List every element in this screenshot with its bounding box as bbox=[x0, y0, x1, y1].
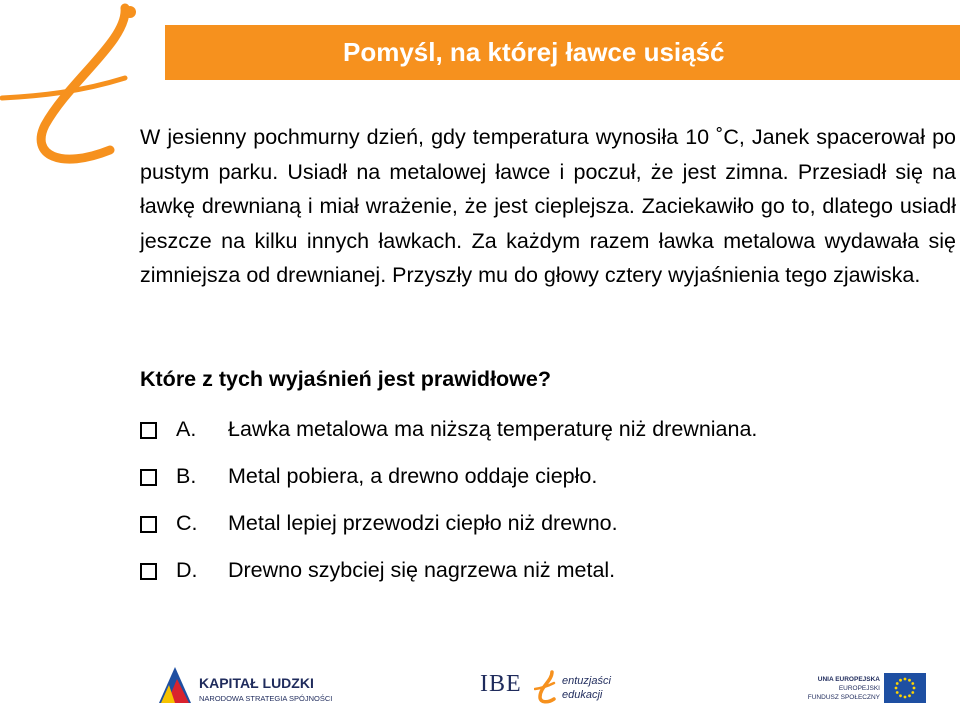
answer-text: Ławka metalowa ma niższą temperaturę niż drewniana. bbox=[228, 417, 758, 441]
answer-option-c[interactable] bbox=[140, 511, 940, 558]
answer-text: Metal pobiera, a drewno oddaje ciepło. bbox=[228, 464, 598, 488]
answer-list bbox=[140, 417, 940, 605]
answer-letter: A. bbox=[176, 417, 197, 441]
checkbox-icon[interactable] bbox=[140, 516, 157, 533]
eu-flag-icon bbox=[884, 673, 926, 703]
question-text: Które z tych wyjaśnień jest prawidłowe? bbox=[140, 367, 551, 391]
answer-letter: C. bbox=[176, 511, 198, 535]
problem-paragraph: W jesienny pochmurny dzień, gdy temperatura wynosiła 10 ˚C, Janek spacerował po pustym parku. Usiadł na metalowej ławce i poczuł, że jest zimna. Przesiadł się na ławkę drewnianą i miał wrażenie, że jest cieplejsza. Zaciekawiło go to, dlatego usiadł jeszcze na kilku innych ławkach. Za każdym razem ławka metalowa wydawała się zimniejsza od drewnianej. Przyszły mu do głowy cztery wyjaśnienia tego zjawiska. bbox=[140, 125, 956, 287]
kapital-ludzki-logo bbox=[155, 663, 333, 713]
ibe-subtitle-2: edukacji bbox=[562, 689, 603, 701]
page-title: Pomyśl, na której ławce usiąść bbox=[165, 25, 960, 80]
kapital-ludzki-logo-icon bbox=[155, 663, 195, 707]
ibe-logo bbox=[480, 667, 630, 713]
answer-option-a[interactable] bbox=[140, 417, 940, 464]
ibe-swirl-small-icon bbox=[534, 669, 558, 705]
answer-text: Drewno szybciej się nagrzewa niż metal. bbox=[228, 558, 616, 582]
footer-logos bbox=[0, 655, 960, 718]
ibe-wordmark: IBE bbox=[480, 671, 522, 697]
eu-line-1: UNIA EUROPEJSKA bbox=[817, 676, 880, 683]
answer-text: Metal lepiej przewodzi ciepło niż drewno. bbox=[228, 511, 618, 535]
ibe-swirl-logo-icon bbox=[0, 0, 150, 170]
kapital-ludzki-title: KAPITAŁ LUDZKI bbox=[199, 675, 314, 691]
answer-option-d[interactable] bbox=[140, 558, 940, 605]
answer-option-b[interactable] bbox=[140, 464, 940, 511]
answer-letter: B. bbox=[176, 464, 197, 488]
checkbox-icon[interactable] bbox=[140, 422, 157, 439]
eu-line-2: EUROPEJSKI bbox=[838, 685, 880, 692]
eu-line-3: FUNDUSZ SPOŁECZNY bbox=[807, 694, 880, 701]
ibe-subtitle-1: entuzjaści bbox=[562, 675, 611, 687]
eu-fund-label bbox=[800, 675, 880, 702]
kapital-ludzki-subtitle: NARODOWA STRATEGIA SPÓJNOŚCI bbox=[199, 694, 333, 703]
checkbox-icon[interactable] bbox=[140, 563, 157, 580]
checkbox-icon[interactable] bbox=[140, 469, 157, 486]
answer-letter: D. bbox=[176, 558, 198, 582]
